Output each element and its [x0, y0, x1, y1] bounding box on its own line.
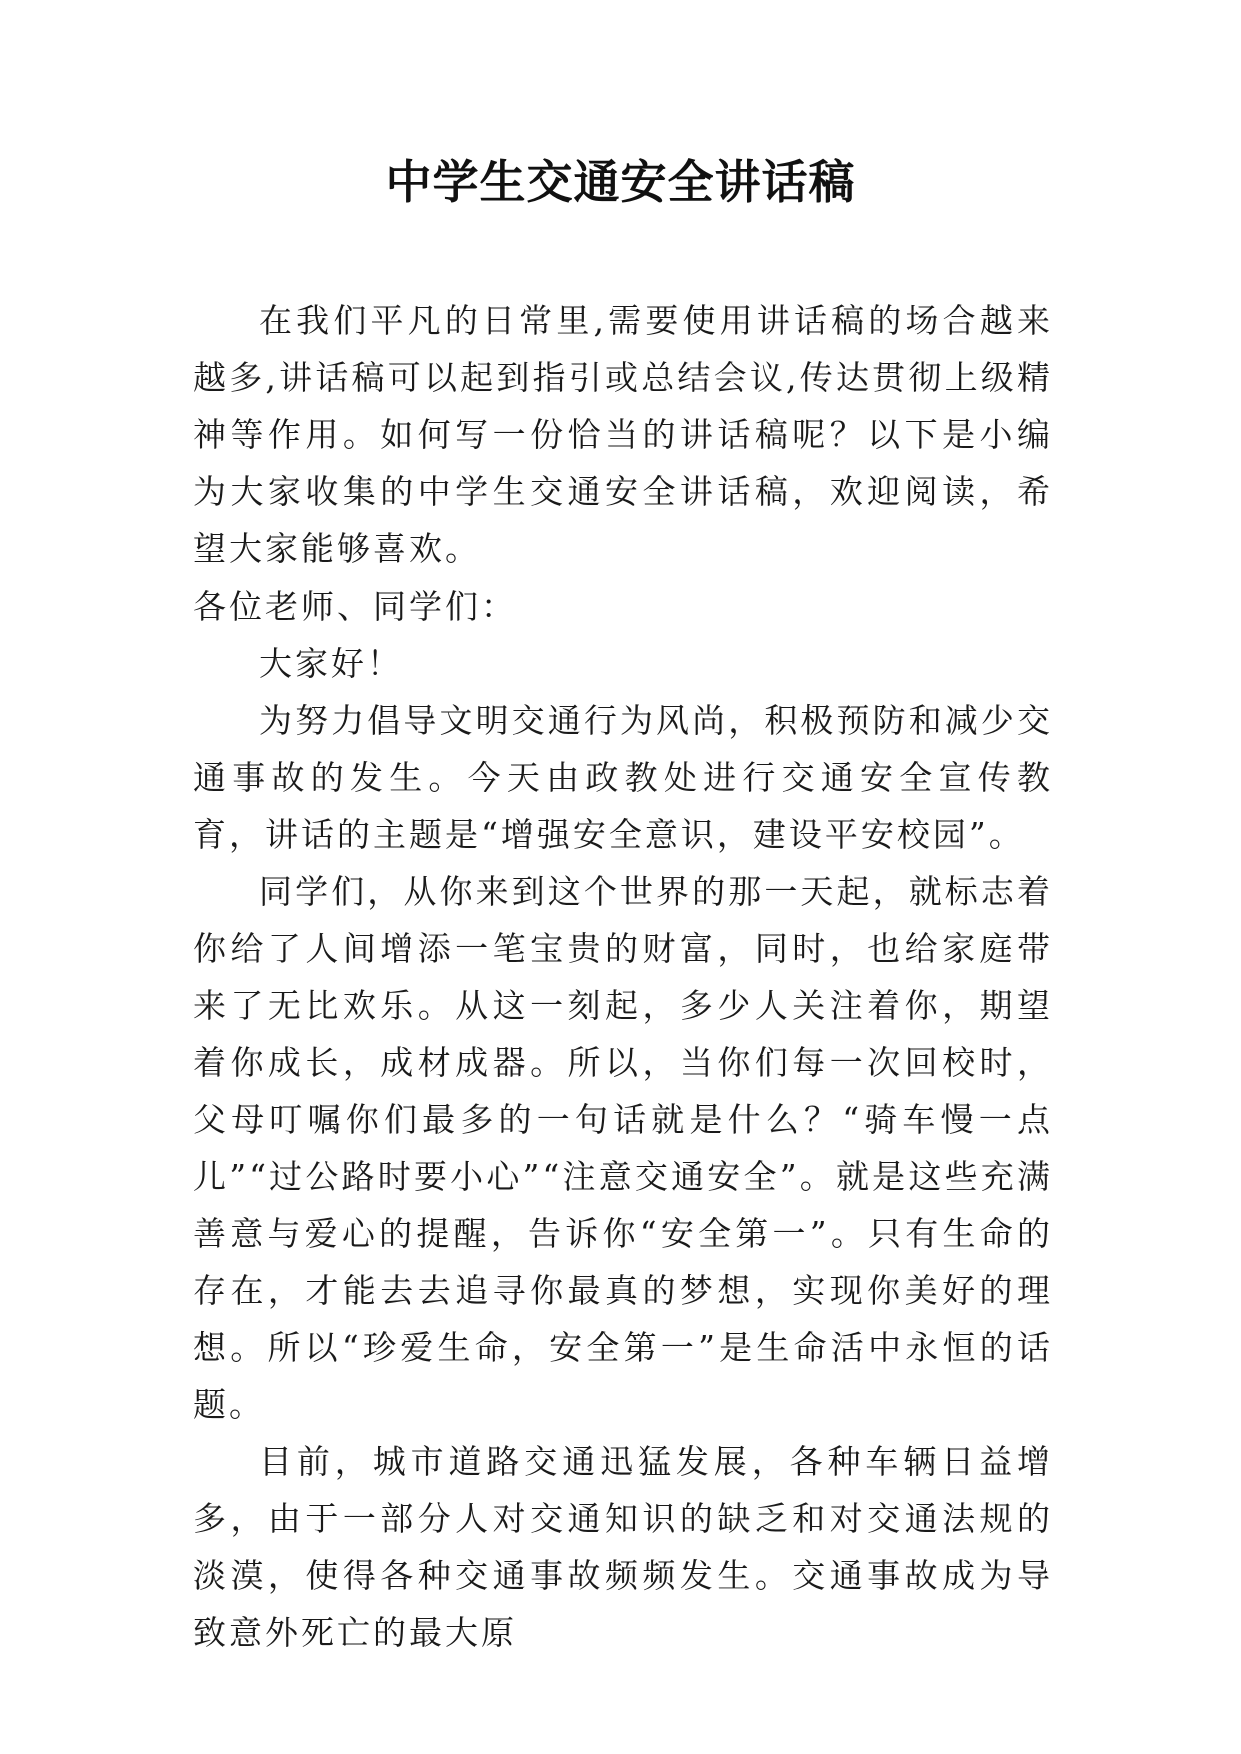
body-paragraph: 为努力倡导文明交通行为风尚，积极预防和减少交通事故的发生。今天由政教处进行交通安全宣传教育，讲话的主题是“增强安全意识，建设平安校园”。	[193, 701, 1053, 854]
body-paragraph: 目前，城市道路交通迅猛发展，各种车辆日益增多，由于一部分人对交通知识的缺乏和对交通法规的淡漠，使得各种交通事故频频发生。交通事故成为导致意外死亡的最大原	[193, 1442, 1053, 1652]
intro-paragraph: 在我们平凡的日常里,需要使用讲话稿的场合越来越多,讲话稿可以起到指引或总结会议,传达贯彻上级精神等作用。如何写一份恰当的讲话稿呢？以下是小编为大家收集的中学生交通安全讲话稿，欢迎阅读，希望大家能够喜欢。	[193, 301, 1053, 568]
greeting: 大家好！	[259, 644, 403, 683]
salutation: 各位老师、同学们：	[193, 587, 517, 626]
document-title: 中学生交通安全讲话稿	[385, 155, 856, 209]
speech-body	[193, 578, 1053, 1661]
intro-section	[193, 292, 1053, 577]
body-paragraph: 同学们，从你来到这个世界的那一天起，就标志着你给了人间增添一笔宝贵的财富，同时，也给家庭带来了无比欢乐。从这一刻起，多少人关注着你，期望着你成长，成材成器。所以，当你们每一次回校时，父母叮嘱你们最多的一句话就是什么？“骑车慢一点儿”“过公路时要小心”“注意交通安全”。就是这些充满善意与爱心的提醒，告诉你“安全第一”。只有生命的存在，才能去去追寻你最真的梦想，实现你美好的理想。所以“珍爱生命，安全第一”是生命活中永恒的话题。	[193, 872, 1053, 1424]
